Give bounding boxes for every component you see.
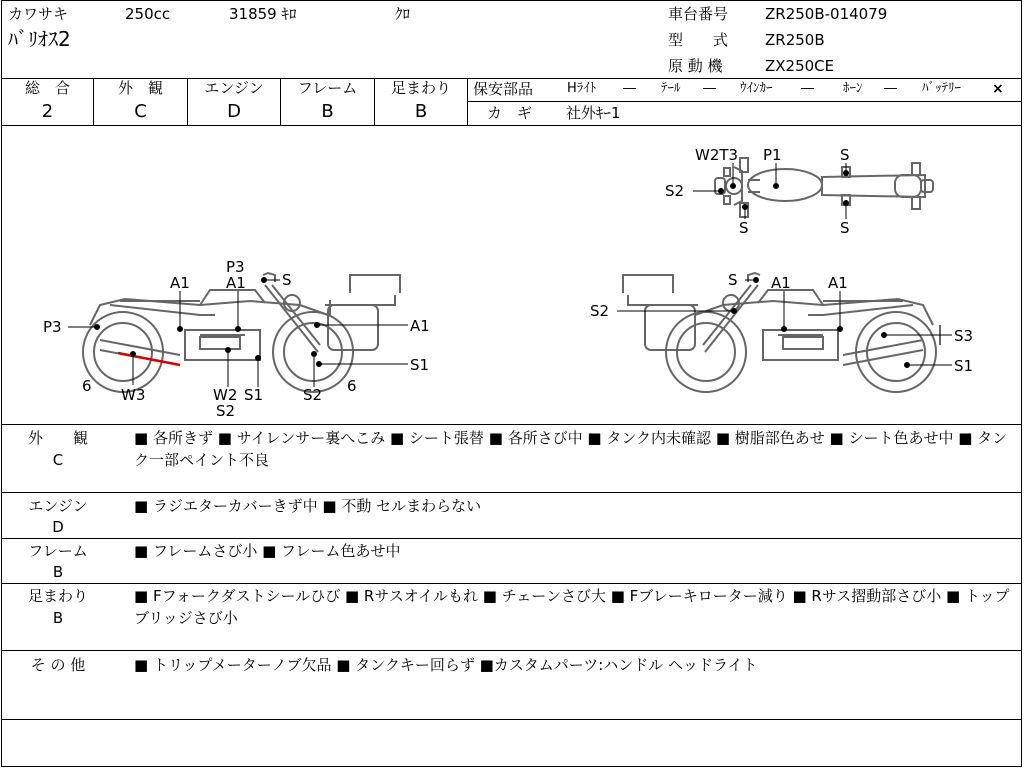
maker: カワサキ <box>8 5 69 23</box>
label-left-a1: A1 <box>226 274 246 292</box>
safety-battery-status: × <box>992 81 1004 97</box>
label-right-s2: S2 <box>590 302 610 320</box>
safety-tail-status: ― <box>703 81 716 96</box>
displacement: 250cc <box>125 5 171 23</box>
rule <box>1 719 1022 720</box>
note-text-frame: ■ フレームさび小 ■ フレーム色あせ中 <box>134 542 401 560</box>
rule <box>1 492 1022 493</box>
model-name: ﾊﾞﾘｵｽ2 <box>8 27 71 51</box>
note-category-suspension: 足まわり <box>27 587 88 605</box>
safety-headlight-status: ― <box>623 81 636 96</box>
label-right-s3: S3 <box>954 327 974 345</box>
engine-label: 原 動 機 <box>668 57 723 75</box>
label-top-s-lower: S <box>739 219 749 237</box>
type-value: ZR250B <box>765 31 825 49</box>
label-left-a1: A1 <box>410 317 430 335</box>
label-left-s2: S2 <box>216 402 236 420</box>
grade-label-exterior: 外 観 <box>117 79 163 97</box>
label-right-s: S <box>728 271 738 289</box>
note-text-suspension: ■ Fフォークダストシールひび ■ Rサスオイルもれ ■ チェーンさび大 ■ Fブレーキローター減り ■ Rサス摺動部さび小 ■ トップブリッジさび小 <box>134 587 1010 627</box>
rule <box>467 101 1022 102</box>
label-left-6: 6 <box>82 377 92 395</box>
grade-engine: D <box>227 101 241 122</box>
label-left-s: S <box>282 271 292 289</box>
note-category-frame: フレーム <box>28 542 88 560</box>
label-right-a1: A1 <box>771 274 791 292</box>
safety-tail: ﾃｰﾙ <box>661 81 681 96</box>
label-top-s2: S2 <box>665 182 685 200</box>
label-left-s1: S1 <box>410 356 430 374</box>
note-category-exterior: 外 観 <box>27 429 88 447</box>
label-left-p3: P3 <box>226 258 245 276</box>
label-top-w2t3: W2T3 <box>695 146 739 164</box>
type-label: 型 式 <box>668 31 729 49</box>
safety-battery: ﾊﾞｯﾃﾘｰ <box>922 81 961 96</box>
label-top-s: S <box>840 146 850 164</box>
grade-label-suspension: 足まわり <box>390 79 451 97</box>
note-text-exterior: ■ 各所きず ■ サイレンサー裏へこみ ■ シート張替 ■ 各所さび中 ■ タンク内未確認 ■ 樹脂部色あせ ■ シート色あせ中 ■ タンク一部ペイント不良 <box>134 429 1008 469</box>
note-grade-exterior: C <box>52 451 64 469</box>
frame-no: ZR250B-014079 <box>765 5 888 23</box>
engine-value: ZX250CE <box>765 57 835 75</box>
label-left-s1: S1 <box>244 386 264 404</box>
note-text-engine: ■ ラジエターカバーきず中 ■ 不動 セルまわらない <box>134 497 482 515</box>
grade-exterior: C <box>134 101 147 122</box>
grade-total: 2 <box>41 101 54 122</box>
label-left-6: 6 <box>347 377 357 395</box>
rule <box>1 424 1022 425</box>
label-top-p1: P1 <box>763 146 782 164</box>
note-text-other: ■ トリップメーターノブ欠品 ■ タンクキー回らず ■カスタムパーツ:ハンドル ヘッドライト <box>134 656 758 674</box>
note-category-engine: エンジン <box>28 497 88 515</box>
note-grade-engine: D <box>52 518 64 536</box>
rule <box>1 538 1022 539</box>
frame-no-label: 車台番号 <box>668 5 729 23</box>
label-right-s1: S1 <box>954 357 974 375</box>
key-label: カ ギ <box>487 104 533 122</box>
mileage: 31859 ｷﾛ <box>229 5 297 23</box>
safety-label: 保安部品 <box>473 80 534 98</box>
label-left-w3: W3 <box>121 386 146 404</box>
damage-diagram <box>0 125 1024 425</box>
label-left-w2: W2 <box>213 386 238 404</box>
safety-winker: ｳｲﾝｶｰ <box>740 81 773 96</box>
key-value: 社外ｷｰ1 <box>566 104 621 122</box>
label-top-s-lower: S <box>840 219 850 237</box>
safety-winker-status: ― <box>801 81 814 96</box>
safety-headlight: Hﾗｲﾄ <box>567 81 597 96</box>
grade-label-engine: エンジン <box>204 79 264 97</box>
label-left-s2: S2 <box>303 386 323 404</box>
note-category-other: そ の 他 <box>30 656 86 674</box>
note-grade-suspension: B <box>52 609 64 627</box>
color: ｸﾛ <box>395 5 411 23</box>
rule <box>1 650 1022 651</box>
rule <box>1 583 1022 584</box>
rule <box>467 78 468 125</box>
safety-horn-status: ― <box>884 81 897 96</box>
label-right-a1: A1 <box>828 274 848 292</box>
grade-label-total: 総 合 <box>24 79 70 97</box>
safety-horn: ﾎｰﾝ <box>843 81 863 96</box>
grade-suspension: B <box>414 101 428 122</box>
note-grade-frame: B <box>52 563 64 581</box>
label-left-p3: P3 <box>43 318 62 336</box>
grade-frame: B <box>321 101 334 122</box>
label-left-a1: A1 <box>170 274 190 292</box>
grade-label-frame: フレーム <box>297 79 358 97</box>
